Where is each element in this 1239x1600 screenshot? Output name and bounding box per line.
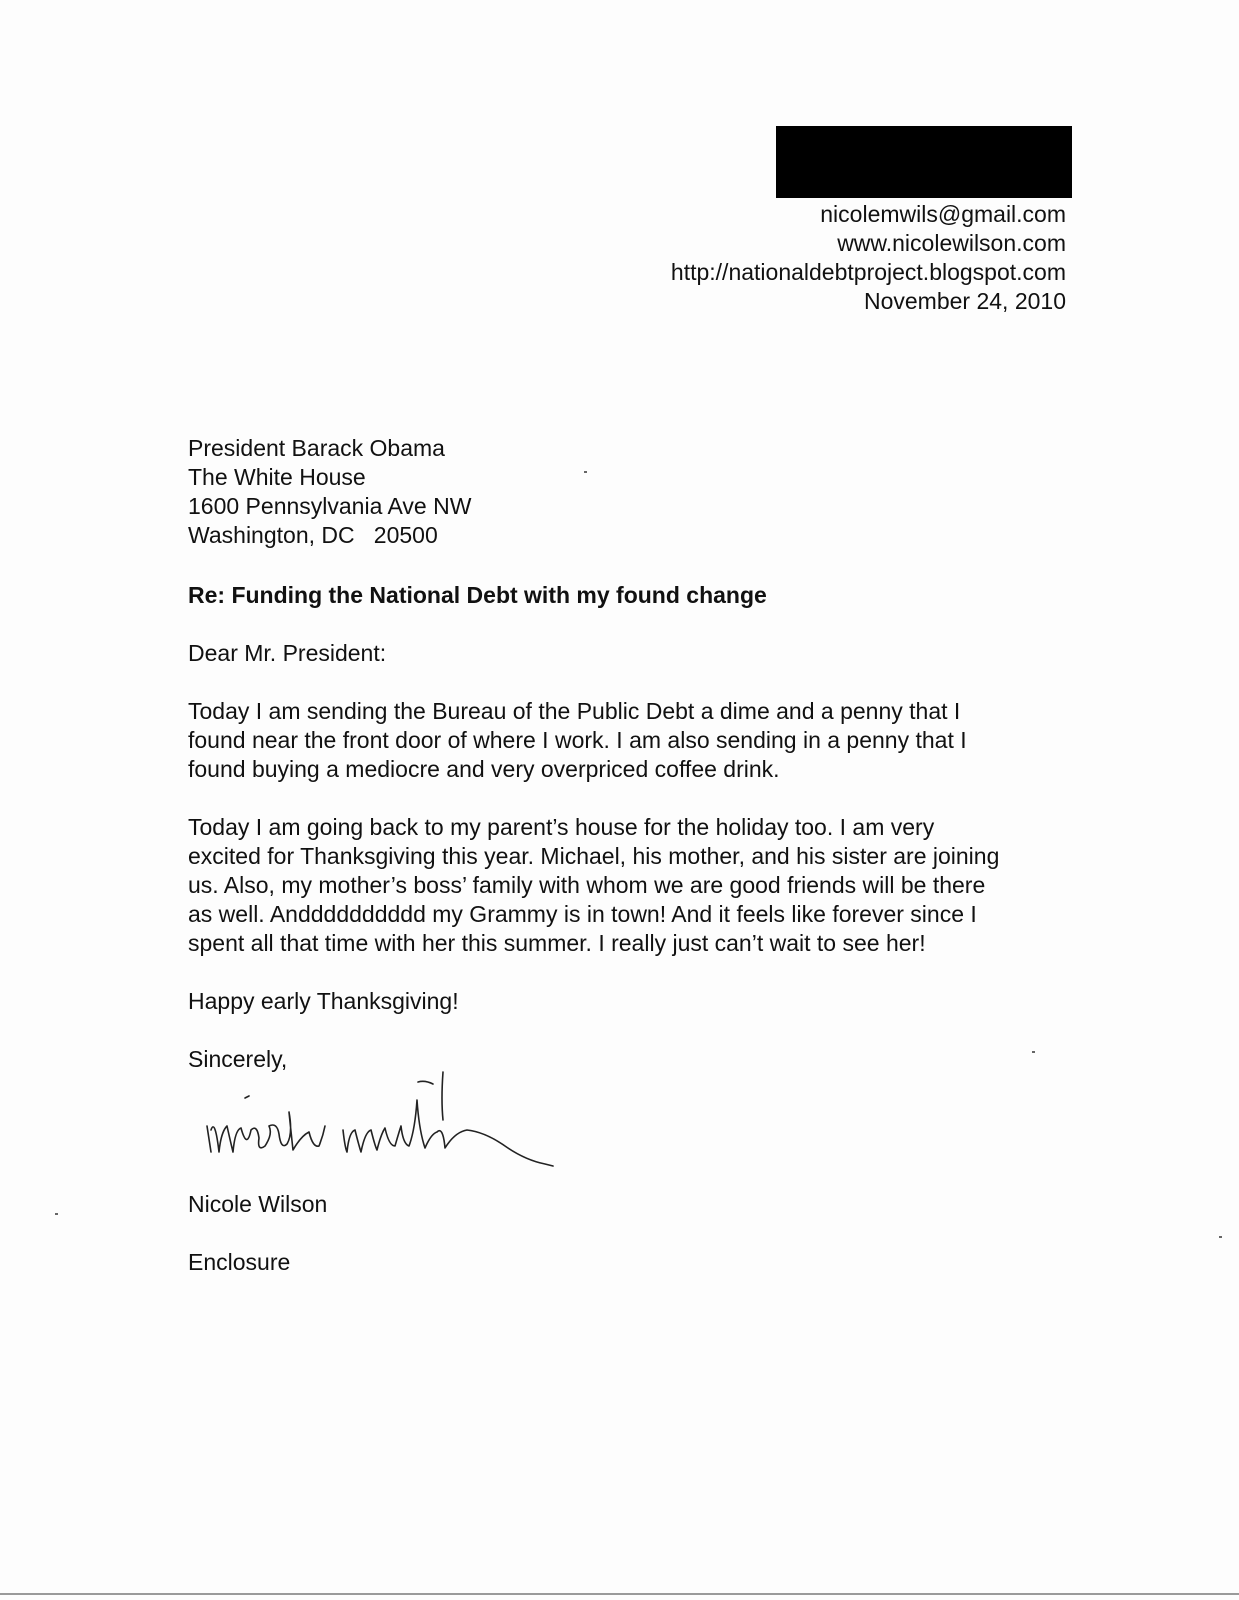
- sender-website: www.nicolewilson.com: [837, 230, 1066, 256]
- paragraph-line: excited for Thanksgiving this year. Michael, his mother, and his sister are joining: [188, 843, 1000, 869]
- scan-bottom-edge: [0, 1593, 1239, 1595]
- sender-blog: http://nationaldebtproject.blogspot.com: [670, 259, 1066, 285]
- paragraph-line: as well. Andddddddddd my Grammy is in town! And it feels like forever since I: [188, 901, 977, 927]
- letter-date: November 24, 2010: [863, 288, 1066, 314]
- enclosure-note: Enclosure: [188, 1249, 291, 1275]
- paragraph-line: spent all that time with her this summer. I really just can’t wait to see her!: [188, 930, 926, 956]
- scan-speck: [584, 471, 587, 473]
- scan-speck: [1032, 1051, 1035, 1053]
- sender-contact-block: [671, 200, 1066, 316]
- paragraph-line: found near the front door of where I work. I am also sending in a penny that I: [188, 727, 967, 753]
- recipient-organization: The White House: [188, 464, 366, 490]
- salutation: Dear Mr. President:: [188, 640, 387, 666]
- paragraph-line: found buying a mediocre and very overpriced coffee drink.: [188, 756, 780, 782]
- scan-speck: [1219, 1236, 1222, 1238]
- recipient-name: President Barack Obama: [188, 435, 445, 461]
- scan-speck: [55, 1213, 58, 1215]
- redacted-block: [776, 126, 1072, 198]
- subject-line: Re: Funding the National Debt with my found change: [188, 582, 767, 608]
- paragraph-line: Today I am going back to my parent’s house for the holiday too. I am very: [188, 814, 935, 840]
- sender-email: nicolemwils@gmail.com: [820, 201, 1066, 227]
- body-paragraph-2: [188, 813, 1068, 958]
- handwritten-signature: [205, 1060, 575, 1170]
- body-paragraph-1: [188, 697, 1068, 784]
- paragraph-line: Today I am sending the Bureau of the Public Debt a dime and a penny that I: [188, 698, 961, 724]
- signer-name: Nicole Wilson: [188, 1191, 328, 1217]
- signoff: Sincerely,: [188, 1046, 288, 1072]
- closing-remark: Happy early Thanksgiving!: [188, 988, 459, 1014]
- paragraph-line: us. Also, my mother’s boss’ family with whom we are good friends will be there: [188, 872, 986, 898]
- recipient-address-block: [188, 434, 471, 550]
- recipient-city: Washington, DC 20500: [188, 522, 438, 548]
- recipient-street: 1600 Pennsylvania Ave NW: [188, 493, 472, 519]
